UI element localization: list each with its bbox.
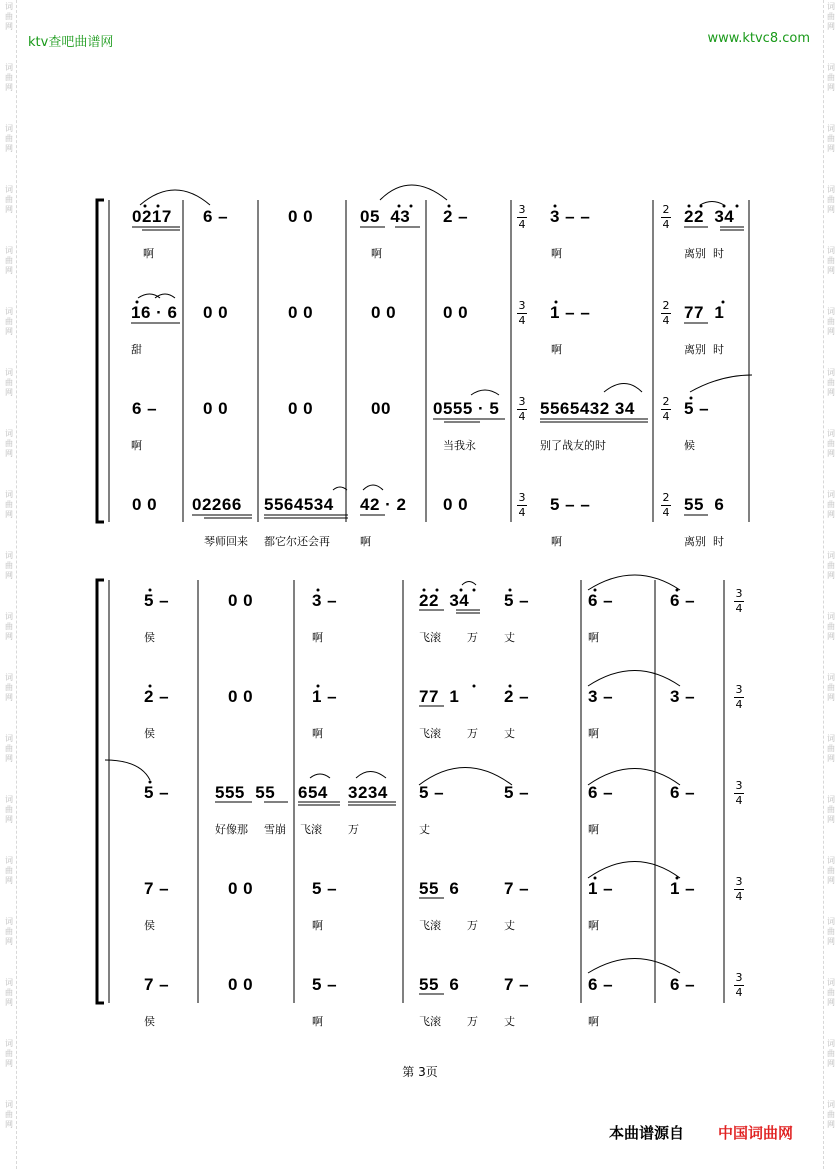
note-s2-p4-m4: 55 6 — [419, 879, 460, 898]
time-signature: 3 4 — [735, 971, 743, 999]
note-s2-p4-m1: 7 – — [144, 879, 170, 898]
time-signature: 3 4 — [735, 875, 743, 903]
time-signature: 3 4 — [735, 587, 743, 615]
note-s1-p3-m6: 5565432 34 — [540, 399, 635, 418]
note-s2-p5-m5: 7 – — [504, 975, 530, 994]
note-s1-p4-m5: 0 0 — [443, 495, 469, 514]
lyric-s1-p4-3: 啊 — [360, 535, 371, 548]
note-s1-p1-m5: 2 – — [443, 207, 469, 226]
time-signature: 3 4 — [518, 395, 526, 423]
lyric-s1-p3-4: 候 — [684, 439, 695, 452]
note-s2-p1-m3: 3 – — [312, 591, 338, 610]
watermark-text: 词 曲 网 — [827, 2, 835, 31]
time-signature: 2 4 — [662, 203, 670, 231]
watermark-text: 词 曲 网 — [5, 1039, 13, 1068]
note-s1-p3-m1: 6 – — [132, 399, 158, 418]
watermark-text: 词 曲 网 — [827, 673, 835, 702]
watermark-text: 词 曲 网 — [827, 856, 835, 885]
right-watermark-strip — [823, 0, 838, 1169]
note-s2-p3-m8: 6 – — [670, 783, 696, 802]
watermark-text: 词 曲 网 — [827, 1039, 835, 1068]
note-s2-p3-m2: 555 55 — [215, 783, 276, 802]
watermark-text: 词 曲 网 — [5, 1100, 13, 1129]
lyric-s2-p2-3: 飞滚 — [419, 727, 441, 740]
lyric-s2-p1-3: 飞滚 — [419, 631, 441, 644]
lyric-s2-p4-3: 飞滚 — [419, 919, 441, 932]
note-s2-p2-m7: 3 – — [670, 687, 696, 706]
note-s2-p3-m4: 3234 — [348, 783, 388, 802]
lyric-s2-p4-1: 侯 — [144, 919, 155, 932]
note-s2-p3-m3: 654 — [298, 783, 328, 802]
lyric-s2-p3-4: 万 — [348, 823, 359, 836]
time-signature: 2 4 — [662, 395, 670, 423]
note-s1-p1-m7: 22 34 — [684, 207, 735, 226]
watermark-text: 词 曲 网 — [5, 978, 13, 1007]
note-s2-p3-m6: 5 – — [504, 783, 530, 802]
lyric-s2-p2-5: 丈 — [504, 727, 515, 740]
note-s2-p5-m1: 7 – — [144, 975, 170, 994]
lyric-s2-p2-1: 侯 — [144, 727, 155, 740]
watermark-text: 词 曲 网 — [827, 368, 835, 397]
lyric-s2-p1-6: 啊 — [588, 631, 599, 644]
lyric-s1-p3-3: 别了战友的时 — [540, 439, 606, 452]
lyric-s2-p1-4: 万 — [467, 631, 478, 644]
note-s1-p2-m3: 0 0 — [288, 303, 314, 322]
watermark-text: 词 曲 网 — [827, 612, 835, 641]
note-s1-p2-m1: 16 · 6 — [131, 303, 178, 322]
note-s1-p3-m7: 5 – — [684, 399, 710, 418]
lyric-s1-p2-3: 离别 时 — [684, 343, 724, 356]
lyric-s1-p1-1: 啊 — [143, 247, 154, 260]
note-s2-p1-m4: 22 34 — [419, 591, 470, 610]
lyric-s2-p3-5: 丈 — [419, 823, 430, 836]
lyric-s1-p2-2: 啊 — [551, 343, 562, 356]
site-header-right[interactable]: www.ktvc8.com — [707, 31, 810, 46]
note-s2-p5-m2: 0 0 — [228, 975, 254, 994]
time-signature: 2 4 — [662, 299, 670, 327]
note-s1-p1-m6: 3 – – — [550, 207, 591, 226]
note-s1-p2-m7: 77 1 — [684, 303, 725, 322]
lyric-s2-p3-3: 飞滚 — [300, 823, 322, 836]
time-signature: 3 4 — [518, 203, 526, 231]
watermark-text: 词 曲 网 — [827, 307, 835, 336]
time-signature: 3 4 — [735, 683, 743, 711]
watermark-text: 词 曲 网 — [827, 917, 835, 946]
watermark-text: 词 曲 网 — [5, 795, 13, 824]
lyric-s1-p3-1: 啊 — [131, 439, 142, 452]
lyric-s2-p4-2: 啊 — [312, 919, 323, 932]
note-s2-p1-m6: 6 – — [588, 591, 614, 610]
time-signature: 2 4 — [662, 491, 670, 519]
note-s2-p2-m4: 77 1 — [419, 687, 460, 706]
note-s2-p5-m7: 6 – — [670, 975, 696, 994]
watermark-text: 词 曲 网 — [5, 307, 13, 336]
note-s2-p5-m4: 55 6 — [419, 975, 460, 994]
watermark-text: 词 曲 网 — [5, 2, 13, 31]
time-signature: 3 4 — [735, 779, 743, 807]
watermark-text: 词 曲 网 — [5, 63, 13, 92]
note-s1-p2-m6: 1 – – — [550, 303, 591, 322]
watermark-text: 词 曲 网 — [827, 124, 835, 153]
watermark-text: 词 曲 网 — [5, 612, 13, 641]
note-s2-p1-m1: 5 – — [144, 591, 170, 610]
note-s2-p1-m7: 6 – — [670, 591, 696, 610]
watermark-text: 词 曲 网 — [5, 673, 13, 702]
lyric-s1-p3-2: 当我永 — [443, 439, 476, 452]
lyric-s2-p2-6: 啊 — [588, 727, 599, 740]
lyric-s1-p4-2: 都它尔还会再 — [264, 535, 330, 548]
watermark-text: 词 曲 网 — [827, 63, 835, 92]
watermark-text: 词 曲 网 — [827, 551, 835, 580]
lyric-s2-p1-1: 侯 — [144, 631, 155, 644]
note-s1-p1-m2: 6 – — [203, 207, 229, 226]
watermark-text: 词 曲 网 — [827, 185, 835, 214]
note-s1-p4-m7: 55 6 — [684, 495, 725, 514]
note-s2-p1-m2: 0 0 — [228, 591, 254, 610]
note-s2-p2-m3: 1 – — [312, 687, 338, 706]
lyric-s2-p5-3: 飞滚 — [419, 1015, 441, 1028]
lyric-s2-p4-4: 万 — [467, 919, 478, 932]
lyric-s2-p5-1: 侯 — [144, 1015, 155, 1028]
lyric-s2-p3-1: 好像那 — [215, 823, 248, 836]
footer-site-name[interactable]: 中国词曲网 — [718, 1124, 794, 1142]
note-s2-p2-m6: 3 – — [588, 687, 614, 706]
note-s1-p4-m4: 42 · 2 — [360, 495, 407, 514]
watermark-text: 词 曲 网 — [827, 734, 835, 763]
lyric-s2-p5-2: 啊 — [312, 1015, 323, 1028]
lyric-s2-p3-2: 雪崩 — [264, 823, 286, 836]
note-s1-p3-m5: 0555 · 5 — [433, 399, 500, 418]
watermark-text: 词 曲 网 — [5, 856, 13, 885]
watermark-text: 词 曲 网 — [5, 185, 13, 214]
note-s1-p3-m3: 0 0 — [288, 399, 314, 418]
lyric-s2-p4-6: 啊 — [588, 919, 599, 932]
lyric-s2-p3-6: 啊 — [588, 823, 599, 836]
watermark-text: 词 曲 网 — [827, 1100, 835, 1129]
lyric-s2-p5-5: 丈 — [504, 1015, 515, 1028]
lyric-s2-p1-5: 丈 — [504, 631, 515, 644]
lyric-s2-p2-2: 啊 — [312, 727, 323, 740]
watermark-text: 词 曲 网 — [5, 246, 13, 275]
watermark-text: 词 曲 网 — [827, 978, 835, 1007]
time-signature: 3 4 — [518, 299, 526, 327]
lyric-s2-p2-4: 万 — [467, 727, 478, 740]
note-s2-p2-m1: 2 – — [144, 687, 170, 706]
note-s1-p1-m4: 05 43 — [360, 207, 411, 226]
site-header-left[interactable]: ktv查吧曲谱网 — [28, 35, 114, 50]
watermark-text: 词 曲 网 — [827, 795, 835, 824]
note-s1-p4-m6: 5 – – — [550, 495, 591, 514]
note-s2-p3-m7: 6 – — [588, 783, 614, 802]
watermark-text: 词 曲 网 — [827, 490, 835, 519]
note-s1-p2-m2: 0 0 — [203, 303, 229, 322]
note-s1-p3-m2: 0 0 — [203, 399, 229, 418]
note-s2-p4-m5: 7 – — [504, 879, 530, 898]
note-s2-p3-m5: 5 – — [419, 783, 445, 802]
note-s2-p2-m2: 0 0 — [228, 687, 254, 706]
note-s1-p2-m4: 0 0 — [371, 303, 397, 322]
note-s2-p5-m3: 5 – — [312, 975, 338, 994]
lyric-s2-p4-5: 丈 — [504, 919, 515, 932]
left-watermark-strip — [2, 0, 17, 1169]
lyric-s1-p1-4: 离别 时 — [684, 247, 724, 260]
note-s1-p4-m2: 02266 — [192, 495, 242, 514]
note-s2-p1-m5: 5 – — [504, 591, 530, 610]
note-s2-p2-m5: 2 – — [504, 687, 530, 706]
lyric-s2-p5-6: 啊 — [588, 1015, 599, 1028]
note-s2-p4-m3: 5 – — [312, 879, 338, 898]
note-s1-p4-m1: 0 0 — [132, 495, 158, 514]
watermark-text: 词 曲 网 — [5, 124, 13, 153]
lyric-s1-p2-1: 甜 — [131, 343, 142, 356]
lyric-s1-p4-5: 离别 时 — [684, 535, 724, 548]
note-s2-p5-m6: 6 – — [588, 975, 614, 994]
lyric-s1-p1-2: 啊 — [371, 247, 382, 260]
note-s1-p1-m3: 0 0 — [288, 207, 314, 226]
watermark-text: 词 曲 网 — [5, 429, 13, 458]
watermark-text: 词 曲 网 — [5, 917, 13, 946]
time-signature: 3 4 — [518, 491, 526, 519]
lyric-s1-p4-1: 琴师回来 — [204, 535, 248, 548]
note-s2-p4-m7: 1 – — [670, 879, 696, 898]
note-s1-p3-m4: 00 — [371, 399, 391, 418]
watermark-text: 词 曲 网 — [5, 368, 13, 397]
lyric-s1-p4-4: 啊 — [551, 535, 562, 548]
note-s1-p2-m5: 0 0 — [443, 303, 469, 322]
note-s2-p4-m2: 0 0 — [228, 879, 254, 898]
watermark-text: 词 曲 网 — [5, 551, 13, 580]
watermark-text: 词 曲 网 — [827, 246, 835, 275]
lyric-s1-p1-3: 啊 — [551, 247, 562, 260]
watermark-text: 词 曲 网 — [827, 429, 835, 458]
footer-source-label: 本曲谱源自 — [609, 1124, 685, 1142]
page-number: 第 3页 — [402, 1065, 438, 1079]
note-s2-p3-m1: 5 – — [144, 783, 170, 802]
watermark-text: 词 曲 网 — [5, 490, 13, 519]
lyric-s2-p1-2: 啊 — [312, 631, 323, 644]
note-s1-p4-m3: 5564534 — [264, 495, 334, 514]
note-s1-p1-m1: 0217 — [132, 207, 172, 226]
note-s2-p4-m6: 1 – — [588, 879, 614, 898]
lyric-s2-p5-4: 万 — [467, 1015, 478, 1028]
watermark-text: 词 曲 网 — [5, 734, 13, 763]
